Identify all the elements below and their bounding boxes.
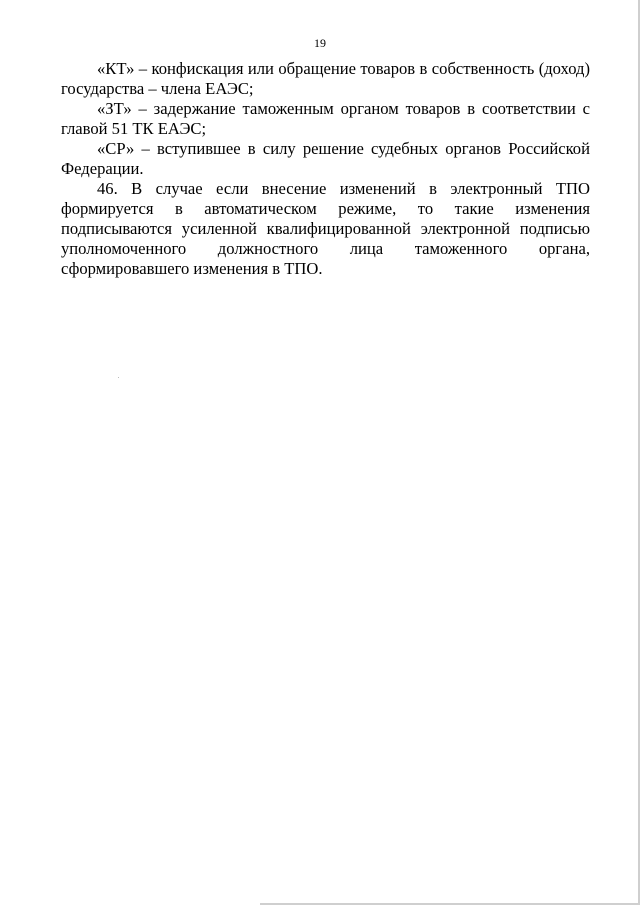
paragraph-sr: «СР» – вступившее в силу решение судебных органов Российской Федерации.	[61, 139, 590, 178]
paragraph-46: 46. В случае если внесение изменений в электронный ТПО формируется в автоматическом режиме, то такие изменения подписываются усиленной квалифицированной электронной подписью уполномоченного должностного лица таможенного органа, сформировавшего изменения в ТПО.	[61, 179, 590, 278]
paragraph-zt: «ЗТ» – задержание таможенным органом товаров в соответствии с главой 51 ТК ЕАЭС;	[61, 99, 590, 138]
paragraph-kt: «КТ» – конфискация или обращение товаров в собственность (доход) государства – члена ЕАЭС;	[61, 59, 590, 98]
page-number: 19	[314, 36, 326, 50]
scan-speck	[118, 377, 119, 378]
document-body	[61, 59, 590, 279]
